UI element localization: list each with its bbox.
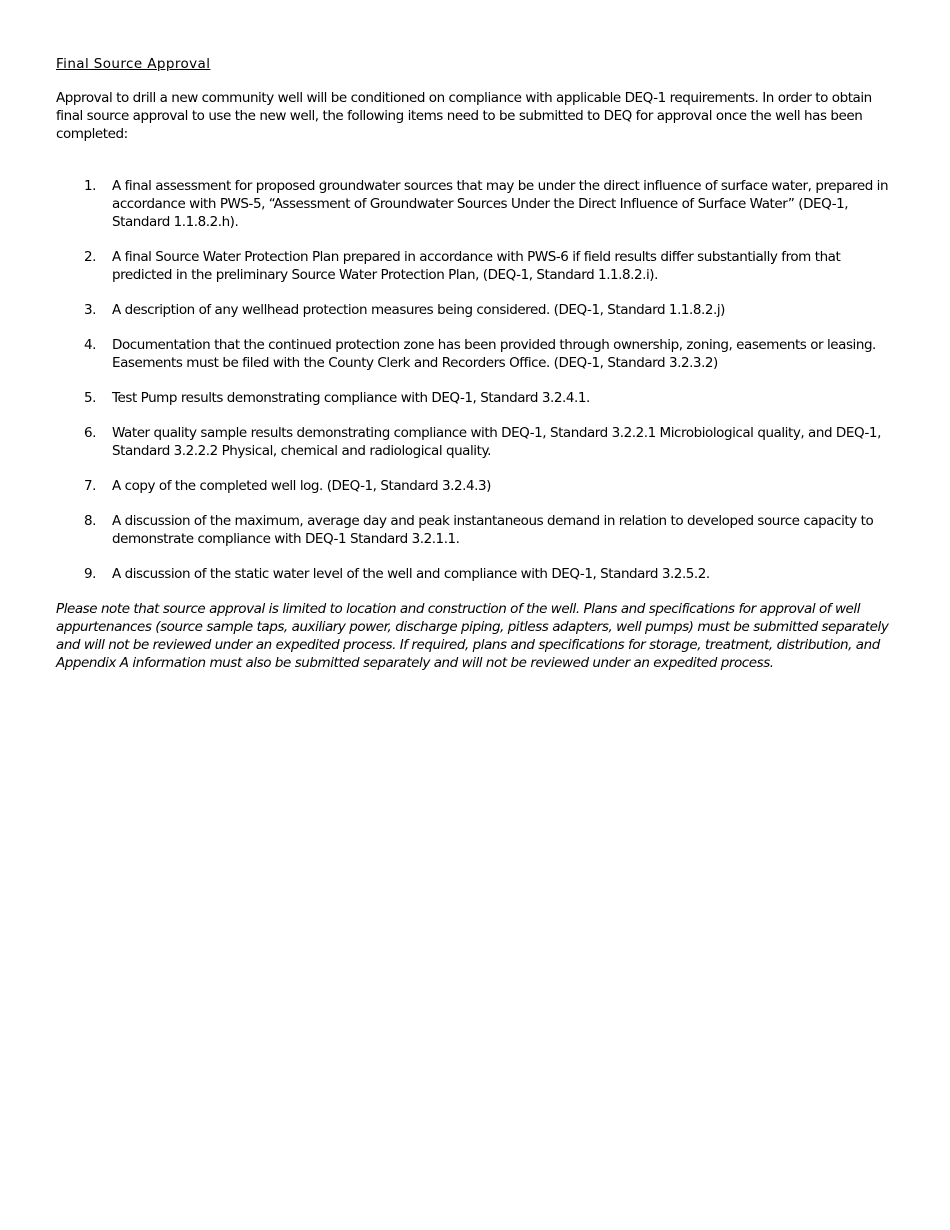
list-item — [56, 177, 890, 231]
list-item-text: Documentation that the continued protection zone has been provided through ownership, zoning, easements or leasing. Easements must be filed with the County Clerk and Recorders Office. (DEQ-1, Standard 3.2.3.2) — [112, 337, 876, 371]
list-item — [56, 336, 890, 372]
list-item-number: 9. — [84, 566, 96, 582]
list-item-text: A final assessment for proposed groundwater sources that may be under the direct influence of surface water, prepared in accordance with PWS-5, “Assessment of Groundwater Sources Under the Direct Influence of Surface Water” (DEQ-1, Standard 1.1.8.2.h). — [112, 178, 889, 230]
document-page — [56, 55, 890, 672]
list-item-number: 1. — [84, 178, 96, 194]
list-item-text: A discussion of the maximum, average day and peak instantaneous demand in relation to developed source capacity to demonstrate compliance with DEQ-1 Standard 3.2.1.1. — [112, 513, 874, 547]
list-item-number: 8. — [84, 513, 96, 529]
list-item — [56, 248, 890, 284]
list-item-text: A final Source Water Protection Plan prepared in accordance with PWS-6 if field results differ substantially from that predicted in the preliminary Source Water Protection Plan, (DEQ-1, Standard 1.1.8.2.i). — [112, 249, 841, 283]
list-item — [56, 424, 890, 460]
list-item — [56, 565, 890, 583]
list-item-number: 7. — [84, 478, 96, 494]
list-item — [56, 477, 890, 495]
list-item-text: A discussion of the static water level of the well and compliance with DEQ-1, Standard 3.2.5.2. — [112, 566, 710, 582]
section-heading: Final Source Approval — [56, 56, 211, 72]
list-item-text: A copy of the completed well log. (DEQ-1, Standard 3.2.4.3) — [112, 478, 491, 494]
list-item — [56, 389, 890, 407]
intro-paragraph: Approval to drill a new community well will be conditioned on compliance with applicable DEQ-1 requirements. In order to obtain final source approval to use the new well, the following items need to be submitted to DEQ for approval once the well has been completed: — [56, 90, 872, 142]
list-item-number: 5. — [84, 390, 96, 406]
requirements-list — [56, 177, 890, 583]
list-item-number: 3. — [84, 302, 96, 318]
list-item-text: Test Pump results demonstrating compliance with DEQ-1, Standard 3.2.4.1. — [112, 390, 590, 406]
list-item — [56, 301, 890, 319]
list-item-number: 6. — [84, 425, 96, 441]
list-item-number: 4. — [84, 337, 96, 353]
italic-note: Please note that source approval is limited to location and construction of the well. Plans and specifications for approval of well appurtenances (source sample taps, auxiliary power, discharge piping, pitless adapters, well pumps) must be submitted separately and will not be reviewed under an expedited process. If required, plans and specifications for storage, treatment, distribution, and Appendix A information must also be submitted separately and will not be reviewed under an expedited process. — [56, 601, 889, 671]
list-item — [56, 512, 890, 548]
list-item-text: A description of any wellhead protection measures being considered. (DEQ-1, Standard 1.1.8.2.j) — [112, 302, 725, 318]
list-item-text: Water quality sample results demonstrating compliance with DEQ-1, Standard 3.2.2.1 Microbiological quality, and DEQ-1, Standard 3.2.2.2 Physical, chemical and radiological quality. — [112, 425, 881, 459]
list-item-number: 2. — [84, 249, 96, 265]
